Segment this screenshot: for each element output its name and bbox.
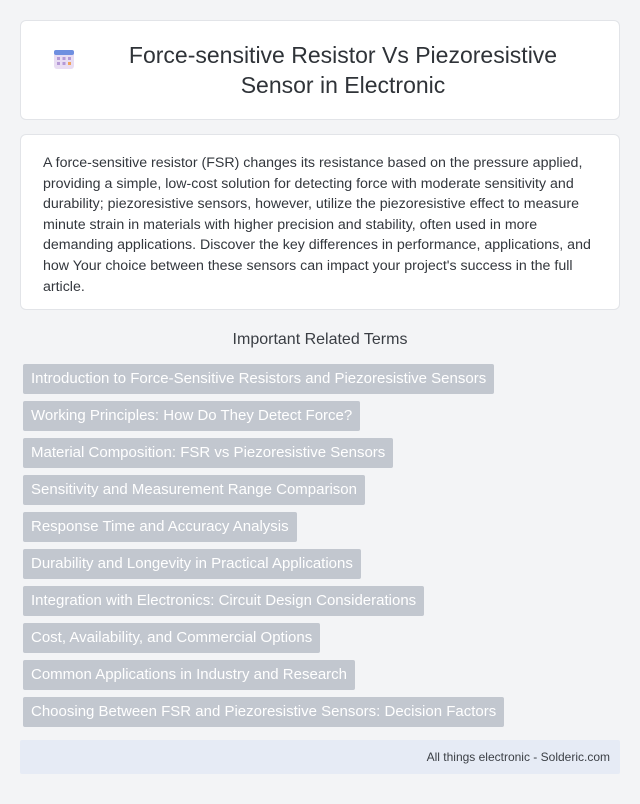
related-term-tag[interactable]: Cost, Availability, and Commercial Options <box>23 623 320 653</box>
footer-text: All things electronic - Solderic.com <box>426 750 610 764</box>
related-term-tag[interactable]: Working Principles: How Do They Detect Force? <box>23 401 360 431</box>
related-term-tag[interactable]: Durability and Longevity in Practical Applications <box>23 549 361 579</box>
related-term-tag[interactable]: Introduction to Force-Sensitive Resistors and Piezoresistive Sensors <box>23 364 494 394</box>
related-term-tag[interactable]: Response Time and Accuracy Analysis <box>23 512 297 542</box>
page-title: Force-sensitive Resistor Vs Piezoresistive Sensor in Electronic <box>128 42 558 98</box>
title-card <box>20 20 620 120</box>
calendar-grid-icon <box>51 46 77 72</box>
related-terms-heading: Important Related Terms <box>232 331 408 348</box>
related-term-tag[interactable]: Integration with Electronics: Circuit Design Considerations <box>23 586 424 616</box>
related-term-tag[interactable]: Material Composition: FSR vs Piezoresistive Sensors <box>23 438 393 468</box>
related-terms-list <box>23 364 623 734</box>
summary-text: A force-sensitive resistor (FSR) changes its resistance based on the pressure applied, providing a simple, low-cost solution for detecting force with moderate sensitivity and durability; piezoresistive sensors, however, utilize the piezoresistive effect to measure minute strain in materials with higher precision and stability, often used in more demanding applications. Discover the key differences in performance, applications, and how Your choice between these sensors can impact your project's success in the full article. <box>43 155 591 295</box>
related-term-tag[interactable]: Choosing Between FSR and Piezoresistive Sensors: Decision Factors <box>23 697 504 727</box>
related-term-tag[interactable]: Common Applications in Industry and Research <box>23 660 355 690</box>
title-wrap <box>51 40 589 100</box>
summary-card <box>20 134 620 310</box>
footer <box>20 740 620 774</box>
related-term-tag[interactable]: Sensitivity and Measurement Range Comparison <box>23 475 365 505</box>
